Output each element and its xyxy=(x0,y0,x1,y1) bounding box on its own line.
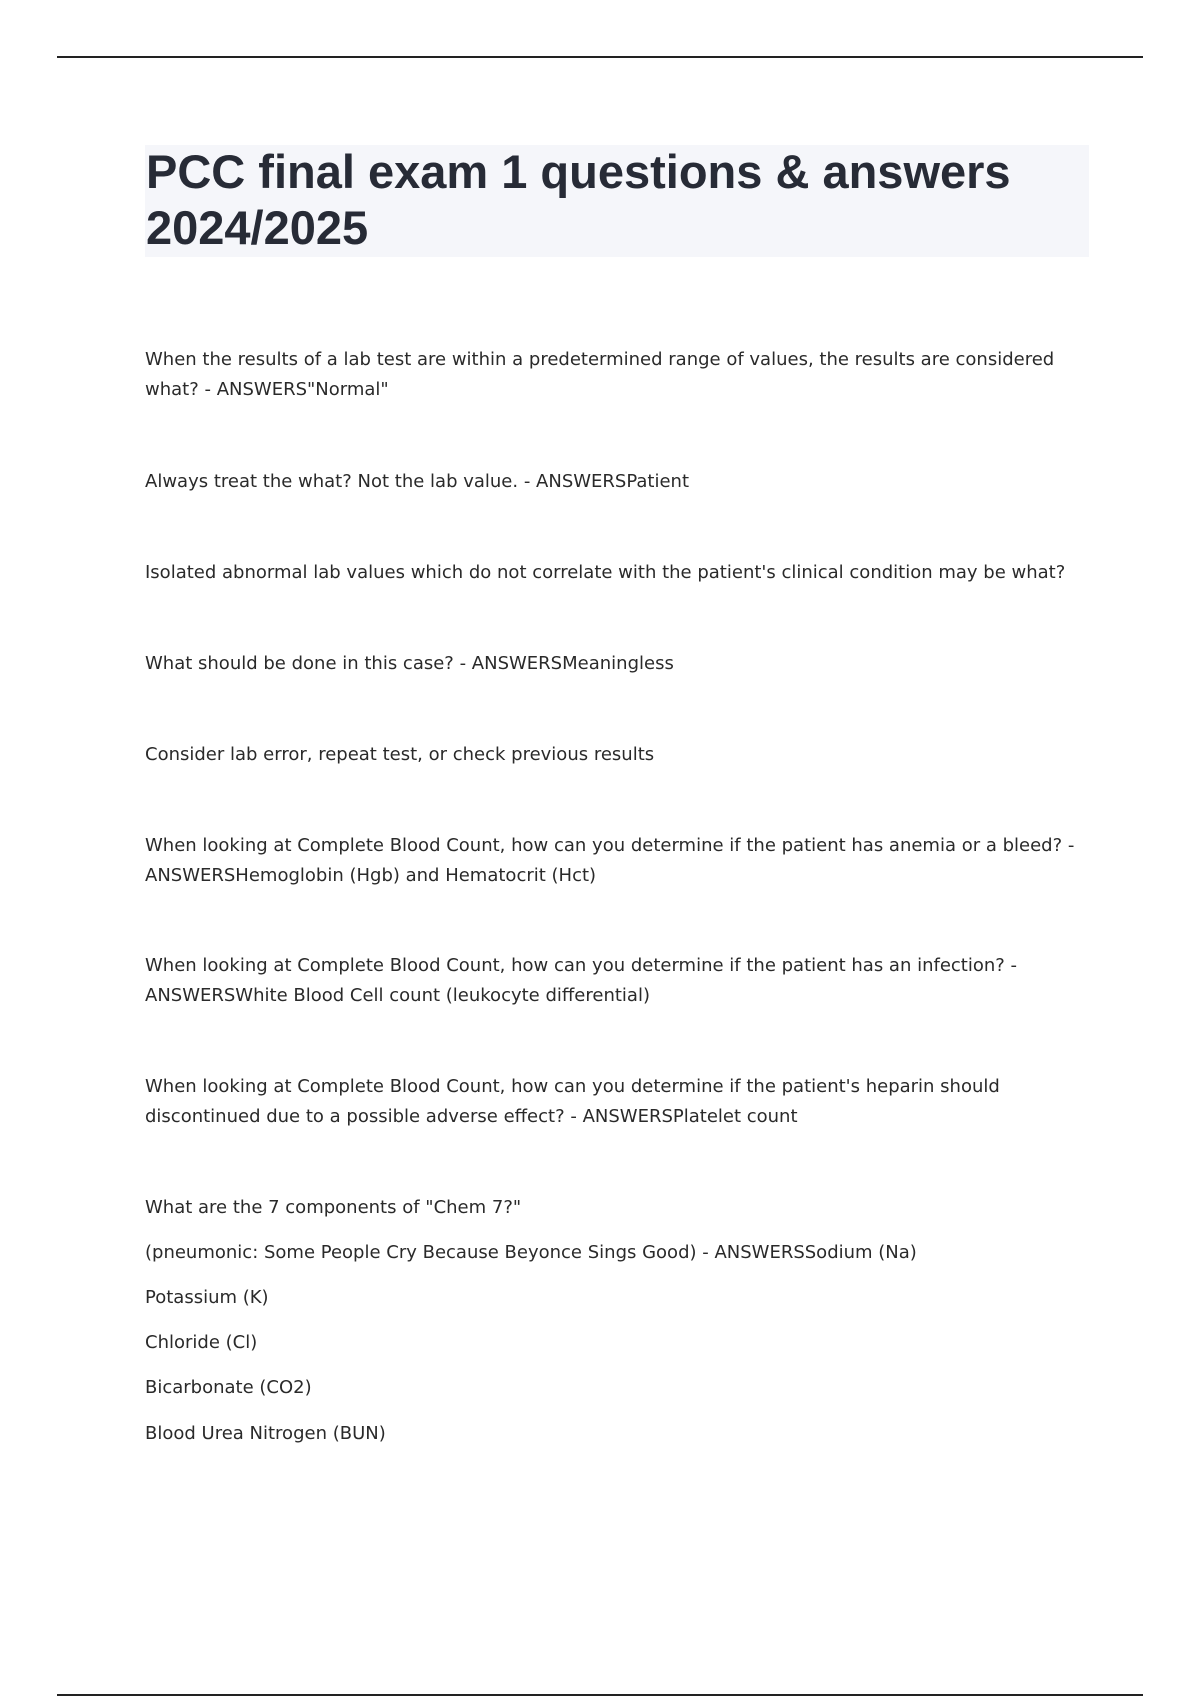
qa-entry: Always treat the what? Not the lab value. - ANSWERSPatient xyxy=(145,471,690,492)
chem7-question: What are the 7 components of "Chem 7?" xyxy=(145,1197,522,1218)
qa-entry: Isolated abnormal lab values which do not correlate with the patient's clinical condition may be what? xyxy=(145,562,1066,583)
chem7-answer-line: Potassium (K) xyxy=(145,1287,269,1308)
chem7-answer-line: Blood Urea Nitrogen (BUN) xyxy=(145,1423,386,1444)
qa-entry: When the results of a lab test are within a predetermined range of values, the results are considered what? - ANSWERS"Normal" xyxy=(145,349,1055,400)
qa-entry: When looking at Complete Blood Count, how can you determine if the patient has anemia or a bleed? - ANSWERSHemoglobin (Hgb) and Hematocrit (Hct) xyxy=(145,835,1075,886)
document-title: PCC final exam 1 questions & answers 2024/2025 xyxy=(146,145,1011,254)
bottom-divider xyxy=(57,1694,1143,1696)
top-divider xyxy=(57,56,1143,58)
qa-entry: What should be done in this case? - ANSWERSMeaningless xyxy=(145,653,674,674)
qa-entry: When looking at Complete Blood Count, how can you determine if the patient has an infection? - ANSWERSWhite Blood Cell count (leukocyte differential) xyxy=(145,955,1018,1006)
qa-entry: Consider lab error, repeat test, or check previous results xyxy=(145,744,655,765)
chem7-answer-line: (pneumonic: Some People Cry Because Beyonce Sings Good) - ANSWERSSodium (Na) xyxy=(145,1242,917,1263)
chem7-answer-line: Bicarbonate (CO2) xyxy=(145,1377,312,1398)
qa-entry: When looking at Complete Blood Count, how can you determine if the patient's heparin should discontinued due to a possible adverse effect? - ANSWERSPlatelet count xyxy=(145,1076,1000,1127)
chem7-answer-line: Chloride (Cl) xyxy=(145,1332,258,1353)
